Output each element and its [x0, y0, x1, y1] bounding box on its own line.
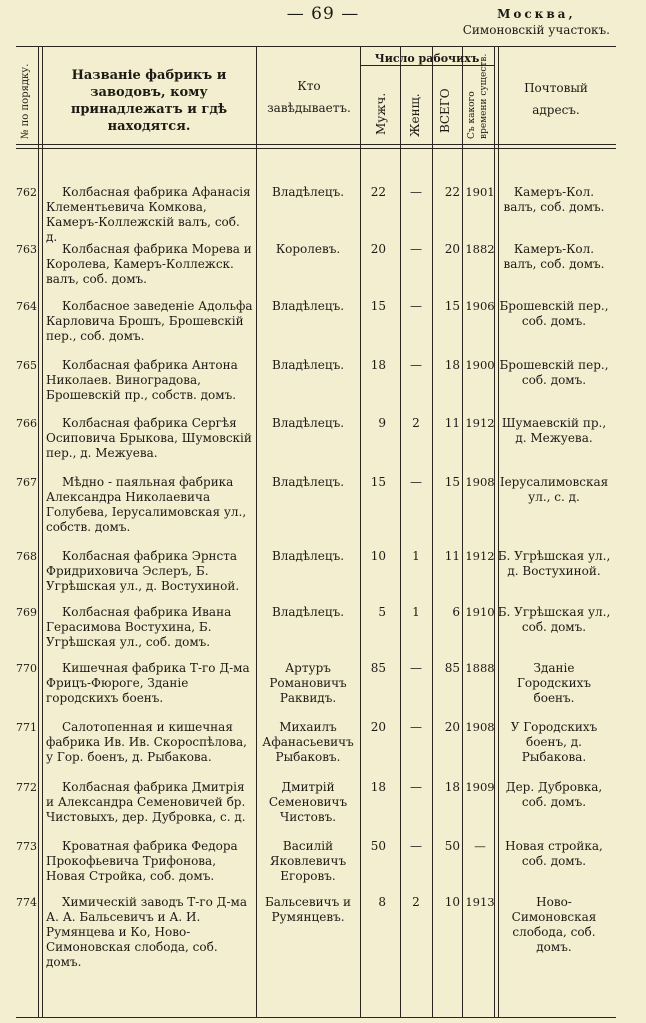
- total-count: 22: [444, 185, 460, 199]
- men-count: 10: [370, 549, 386, 563]
- header-women: Женщ.: [408, 93, 422, 137]
- men-count: 15: [370, 475, 386, 489]
- header-men: Мужч.: [374, 92, 388, 135]
- men-count: 50: [370, 839, 386, 853]
- women-count: —: [410, 299, 422, 313]
- men-count: 8: [378, 895, 386, 909]
- row-number: 771: [16, 721, 37, 734]
- postal-address: Ново-Симоновская слобода, соб. домъ.: [511, 895, 597, 954]
- women-count: —: [410, 720, 422, 734]
- total-count: 11: [444, 549, 460, 563]
- row-number: 768: [16, 550, 37, 563]
- total-count: 18: [444, 780, 460, 794]
- women-count: —: [410, 358, 422, 372]
- header-workers: Число рабочихъ: [374, 52, 480, 65]
- postal-address: Шумаевскій пр., д. Межуева.: [501, 416, 607, 445]
- postal-address: Брошевскій пер., соб. домъ.: [499, 299, 609, 328]
- row-number: 774: [16, 896, 37, 909]
- district-name: Симоновскій участокъ.: [462, 23, 610, 37]
- manager: Дмитрій Семеновичъ Чистовъ.: [268, 780, 348, 824]
- total-count: 6: [452, 605, 460, 619]
- postal-address: Брошевскій пер., соб. домъ.: [499, 358, 609, 387]
- women-count: —: [410, 242, 422, 256]
- header-rule: [16, 144, 616, 145]
- manager: Владѣлецъ.: [271, 416, 345, 430]
- postal-address: Новая стройка, соб. домъ.: [505, 839, 603, 868]
- row-number: 770: [16, 662, 37, 675]
- factory-name: Колбасная фабрика Афанасія Клементьевича Комкова, Камеръ-Коллежскій валъ, соб. д.: [46, 185, 251, 244]
- column-rule: [42, 47, 43, 1017]
- row-number: 773: [16, 840, 37, 853]
- women-count: —: [410, 839, 422, 853]
- women-count: —: [410, 780, 422, 794]
- manager: Василій Яковлевичъ Егоровъ.: [269, 839, 347, 883]
- postal-address: Б. Угрѣшская ул., соб. домъ.: [497, 605, 611, 634]
- column-rule: [256, 47, 257, 1017]
- factory-name: Кишечная фабрика Т-го Д-ма Фрицъ-Фюроге, Зданіе городскихъ боенъ.: [46, 661, 250, 705]
- men-count: 9: [378, 416, 386, 430]
- men-count: 22: [370, 185, 386, 199]
- column-rule: [38, 47, 39, 1017]
- founded-year: 1901: [465, 185, 495, 199]
- postal-address: Дер. Дубровка, соб. домъ.: [505, 780, 603, 809]
- founded-year: 1906: [465, 299, 495, 313]
- founded-year: 1908: [465, 475, 495, 489]
- men-count: 20: [370, 720, 386, 734]
- men-count: 5: [378, 605, 386, 619]
- city-name: Москва,: [497, 7, 576, 21]
- founded-year: 1910: [465, 605, 495, 619]
- column-rule: [400, 47, 401, 1017]
- men-count: 18: [370, 780, 386, 794]
- row-number: 765: [16, 359, 37, 372]
- manager: Бальсевичъ и Румянцевъ.: [264, 895, 352, 924]
- factory-name: Салотопенная и кишечная фабрика Ив. Ив. Скороспѣлова, у Гор. боенъ, д. Рыбакова.: [46, 720, 247, 764]
- header-since: Съ какого времени существ.: [467, 53, 489, 139]
- founded-year: 1912: [465, 549, 495, 563]
- total-count: 10: [444, 895, 460, 909]
- men-count: 20: [370, 242, 386, 256]
- men-count: 18: [370, 358, 386, 372]
- row-number: 767: [16, 476, 37, 489]
- factory-name: Колбасная фабрика Дмитрія и Александра Семеновичей бр. Чистовыхъ, дер. Дубровка, с. д.: [46, 780, 246, 824]
- factory-name: Химическій заводъ Т-го Д-ма А. А. Бальсевичъ и А. И. Румянцева и Ко, Ново-Симоновская слобода, соб. домъ.: [46, 895, 247, 969]
- column-rule: [462, 47, 463, 1017]
- postal-address: У Городскихъ боенъ, д. Рыбакова.: [510, 720, 598, 764]
- factory-name: Колбасное заведеніе Адольфа Карловича Брошъ, Брошевскій пер., соб. домъ.: [46, 299, 253, 343]
- total-count: 20: [444, 720, 460, 734]
- header-num: № по порядку.: [20, 63, 31, 139]
- row-number: 772: [16, 781, 37, 794]
- founded-year: 1913: [465, 895, 495, 909]
- women-count: —: [410, 475, 422, 489]
- row-number: 764: [16, 300, 37, 313]
- postal-address: Б. Угрѣшская ул., д. Востухиной.: [497, 549, 611, 578]
- postal-address: Камеръ-Кол. валъ, соб. домъ.: [503, 185, 605, 214]
- header-manager: Кто завѣдываетъ.: [267, 79, 351, 115]
- manager: Владѣлецъ.: [271, 475, 345, 489]
- header-total: ВСЕГО: [438, 88, 452, 133]
- manager: Королевъ.: [275, 242, 341, 256]
- founded-year: 1888: [465, 661, 495, 675]
- factory-name: Колбасная фабрика Морева и Королева, Камеръ-Коллежск. валъ, соб. домъ.: [46, 242, 252, 286]
- men-count: 85: [370, 661, 386, 675]
- women-count: 2: [412, 895, 420, 909]
- women-count: —: [410, 661, 422, 675]
- factory-name: Колбасная фабрика Сергѣя Осиповича Брыкова, Шумовскій пер., д. Межуева.: [46, 416, 252, 460]
- header-rule: [16, 148, 616, 149]
- founded-year: 1909: [465, 780, 495, 794]
- manager: Владѣлецъ.: [271, 299, 345, 313]
- header-since-cell: [464, 51, 492, 143]
- men-count: 15: [370, 299, 386, 313]
- founded-year: 1882: [465, 242, 495, 256]
- founded-year: 1908: [465, 720, 495, 734]
- women-count: 1: [412, 549, 420, 563]
- total-count: 11: [444, 416, 460, 430]
- row-number: 762: [16, 186, 37, 199]
- factory-table: [16, 46, 616, 1018]
- women-count: —: [410, 185, 422, 199]
- total-count: 20: [444, 242, 460, 256]
- total-count: 15: [444, 475, 460, 489]
- total-count: 85: [444, 661, 460, 675]
- factory-name: Кроватная фабрика Федора Прокофьевича Трифонова, Новая Стройка, соб. домъ.: [46, 839, 238, 883]
- founded-year: 1900: [465, 358, 495, 372]
- women-count: 1: [412, 605, 420, 619]
- women-count: 2: [412, 416, 420, 430]
- row-number: 763: [16, 243, 37, 256]
- row-number: 766: [16, 417, 37, 430]
- total-count: 50: [444, 839, 460, 853]
- postal-address: Камеръ-Кол. валъ, соб. домъ.: [503, 242, 605, 271]
- manager: Артуръ Романовичъ Раквидъ.: [269, 661, 347, 705]
- page-number: — 69 —: [286, 4, 360, 24]
- factory-name: Колбасная фабрика Ивана Герасимова Востухина, Б. Угрѣшская ул., соб. домъ.: [46, 605, 232, 649]
- postal-address: Зданіе Городскихъ боенъ.: [516, 661, 592, 705]
- factory-name: Колбасная фабрика Эрнста Фридриховича Эслеръ, Б. Угрѣшская ул., д. Востухиной.: [46, 549, 240, 593]
- total-count: 18: [444, 358, 460, 372]
- factory-name: Мѣдно - паяльная фабрика Александра Николаевича Голубева, Іерусалимовская ул., собств. домъ.: [46, 475, 247, 534]
- manager: Михаилъ Афанасьевичъ Рыбаковъ.: [262, 720, 354, 764]
- postal-address: Іерусалимовская ул., с. д.: [499, 475, 609, 504]
- founded-year: —: [474, 839, 486, 853]
- factory-name: Колбасная фабрика Антона Николаев. Виноградова, Брошевскій пр., собств. домъ.: [46, 358, 238, 402]
- manager: Владѣлецъ.: [271, 549, 345, 563]
- manager: Владѣлецъ.: [271, 605, 345, 619]
- founded-year: 1912: [465, 416, 495, 430]
- running-head: [463, 6, 610, 38]
- header-address: Почтовый адресъ.: [524, 81, 588, 117]
- row-number: 769: [16, 606, 37, 619]
- manager: Владѣлецъ.: [271, 358, 345, 372]
- header-name: Названіе фабрикъ и заводовъ, кому принадлежатъ и гдѣ находятся.: [70, 68, 228, 134]
- manager: Владѣлецъ.: [271, 185, 345, 199]
- total-count: 15: [444, 299, 460, 313]
